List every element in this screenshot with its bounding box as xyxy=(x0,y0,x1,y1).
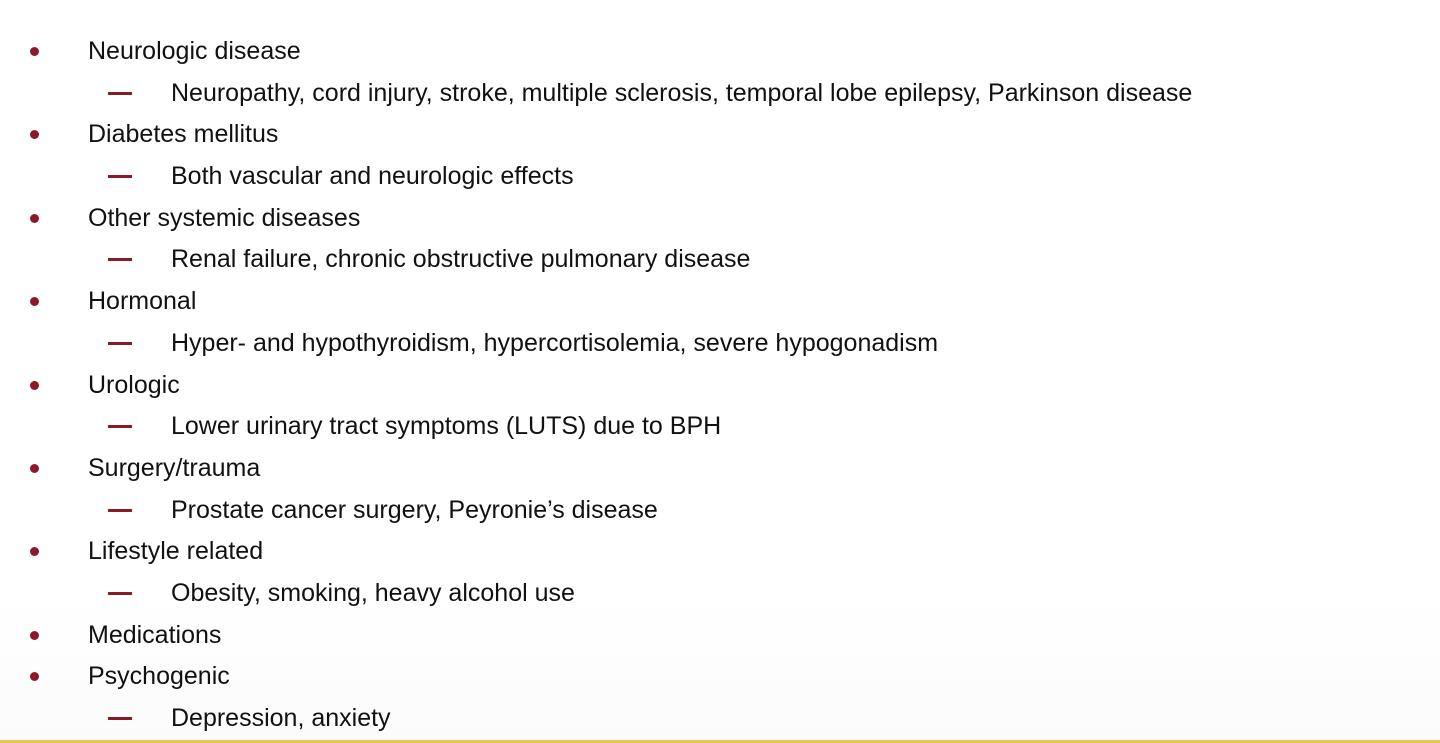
bullet-text: Medications xyxy=(88,620,222,649)
bullet-item xyxy=(0,615,1440,657)
bullet-item xyxy=(0,281,1440,323)
bullet-text: Lifestyle related xyxy=(88,537,264,566)
sub-bullet-text: Prostate cancer surgery, Peyronie’s disease xyxy=(171,495,658,524)
sub-bullet-item xyxy=(0,239,1440,281)
dash-icon xyxy=(108,425,132,428)
bullet-dot-icon xyxy=(30,214,39,223)
bullet-text: Urologic xyxy=(88,370,180,399)
dash-icon xyxy=(108,175,132,178)
sub-bullet-item xyxy=(0,698,1440,740)
sub-bullet-item xyxy=(0,573,1440,615)
bullet-dot-icon xyxy=(30,547,39,556)
sub-bullet-item xyxy=(0,156,1440,198)
dash-icon xyxy=(108,592,132,595)
bullet-dot-icon xyxy=(30,464,39,473)
bullet-text: Other systemic diseases xyxy=(88,203,361,232)
bullet-item xyxy=(0,114,1440,156)
bullet-dot-icon xyxy=(30,631,39,640)
bullet-text: Neurologic disease xyxy=(88,37,301,65)
sub-bullet-item xyxy=(0,490,1440,532)
bullet-list xyxy=(0,31,1440,740)
bullet-item xyxy=(0,656,1440,698)
sub-bullet-item xyxy=(0,323,1440,365)
bullet-text: Hormonal xyxy=(88,287,197,316)
sub-bullet-text: Lower urinary tract symptoms (LUTS) due to BPH xyxy=(171,412,722,441)
bullet-item xyxy=(0,448,1440,490)
bullet-dot-icon xyxy=(30,130,39,139)
sub-bullet-item xyxy=(0,406,1440,448)
bullet-dot-icon xyxy=(30,672,39,681)
dash-icon xyxy=(108,92,132,95)
sub-bullet-text: Obesity, smoking, heavy alcohol use xyxy=(171,578,575,607)
bullet-text: Surgery/trauma xyxy=(88,453,261,482)
dash-icon xyxy=(108,717,132,720)
sub-bullet-text: Depression, anxiety xyxy=(171,704,391,732)
dash-icon xyxy=(108,342,132,345)
sub-bullet-text: Renal failure, chronic obstructive pulmonary disease xyxy=(171,245,751,274)
title-area xyxy=(0,0,1440,10)
bullet-item xyxy=(0,31,1440,73)
bullet-item xyxy=(0,365,1440,407)
bullet-item xyxy=(0,198,1440,240)
bullet-text: Diabetes mellitus xyxy=(88,120,279,149)
bullet-dot-icon xyxy=(30,47,39,56)
bullet-dot-icon xyxy=(30,381,39,390)
bullet-text: Psychogenic xyxy=(88,662,230,691)
sub-bullet-text: Hyper- and hypothyroidism, hypercortisolemia, severe hypogonadism xyxy=(171,328,939,357)
sub-bullet-item xyxy=(0,73,1440,115)
bullet-item xyxy=(0,531,1440,573)
dash-icon xyxy=(108,509,132,512)
sub-bullet-text: Neuropathy, cord injury, stroke, multiple sclerosis, temporal lobe epilepsy, Parkinson disease xyxy=(171,78,1193,107)
dash-icon xyxy=(108,258,132,261)
sub-bullet-text: Both vascular and neurologic effects xyxy=(171,162,574,191)
bullet-dot-icon xyxy=(30,297,39,306)
